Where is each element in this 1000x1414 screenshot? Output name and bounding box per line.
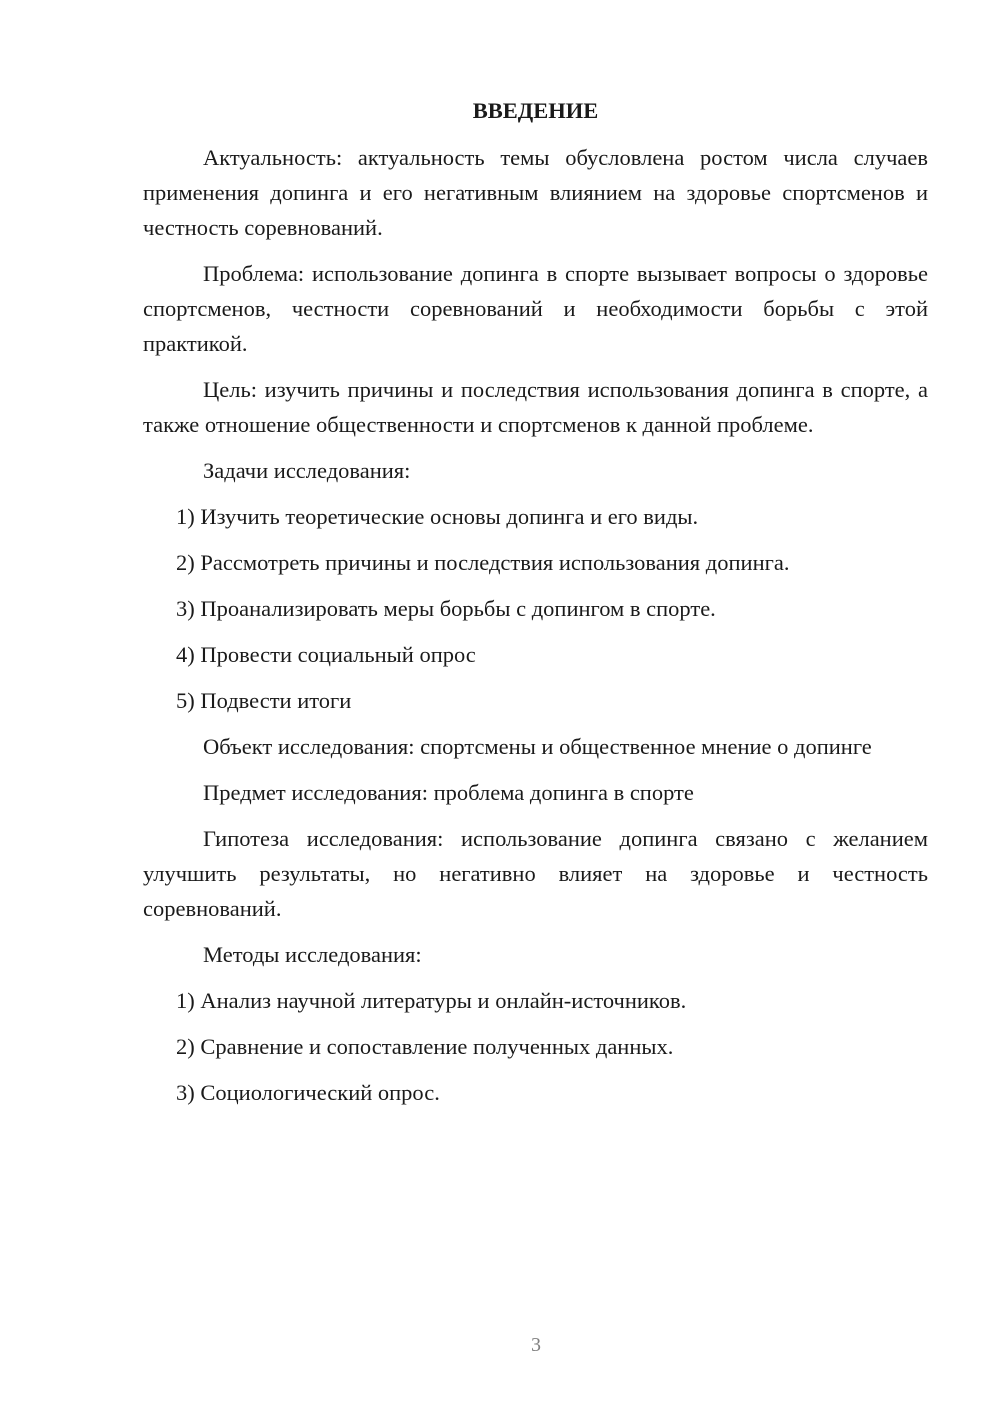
subject-paragraph: Предмет исследования: проблема допинга в спорте	[203, 780, 694, 805]
method-item-1: 1) Анализ научной литературы и онлайн-источников.	[176, 988, 687, 1013]
problem-paragraph: Проблема: использование допинга в спорте вызывает вопросы о здоровье спортсменов, честности соревнований и необходимости борьбы с этой практикой.	[143, 261, 928, 356]
document-page	[143, 96, 928, 1121]
task-item-2: 2) Рассмотреть причины и последствия использования допинга.	[176, 550, 790, 575]
task-item-3: 3) Проанализировать меры борьбы с допингом в спорте.	[176, 596, 716, 621]
page-title: ВВЕДЕНИЕ	[472, 98, 599, 123]
page-number: 3	[531, 1334, 541, 1356]
methods-heading: Методы исследования:	[203, 942, 422, 967]
task-item-5: 5) Подвести итоги	[176, 688, 352, 713]
relevance-paragraph: Актуальность: актуальность темы обусловлена ростом числа случаев применения допинга и его негативным влиянием на здоровье спортсменов и честность соревнований.	[143, 145, 928, 240]
object-paragraph: Объект исследования: спортсмены и общественное мнение о допинге	[203, 734, 872, 759]
method-item-2: 2) Сравнение и сопоставление полученных данных.	[176, 1034, 674, 1059]
task-item-1: 1) Изучить теоретические основы допинга и его виды.	[176, 504, 699, 529]
hypothesis-paragraph: Гипотеза исследования: использование допинга связано с желанием улучшить результаты, но негативно влияет на здоровье и честность соревнований.	[143, 826, 928, 921]
task-item-4: 4) Провести социальный опрос	[176, 642, 476, 667]
tasks-heading: Задачи исследования:	[203, 458, 411, 483]
goal-paragraph: Цель: изучить причины и последствия использования допинга в спорте, а также отношение общественности и спортсменов к данной проблеме.	[143, 377, 928, 437]
method-item-3: 3) Социологический опрос.	[176, 1080, 440, 1105]
